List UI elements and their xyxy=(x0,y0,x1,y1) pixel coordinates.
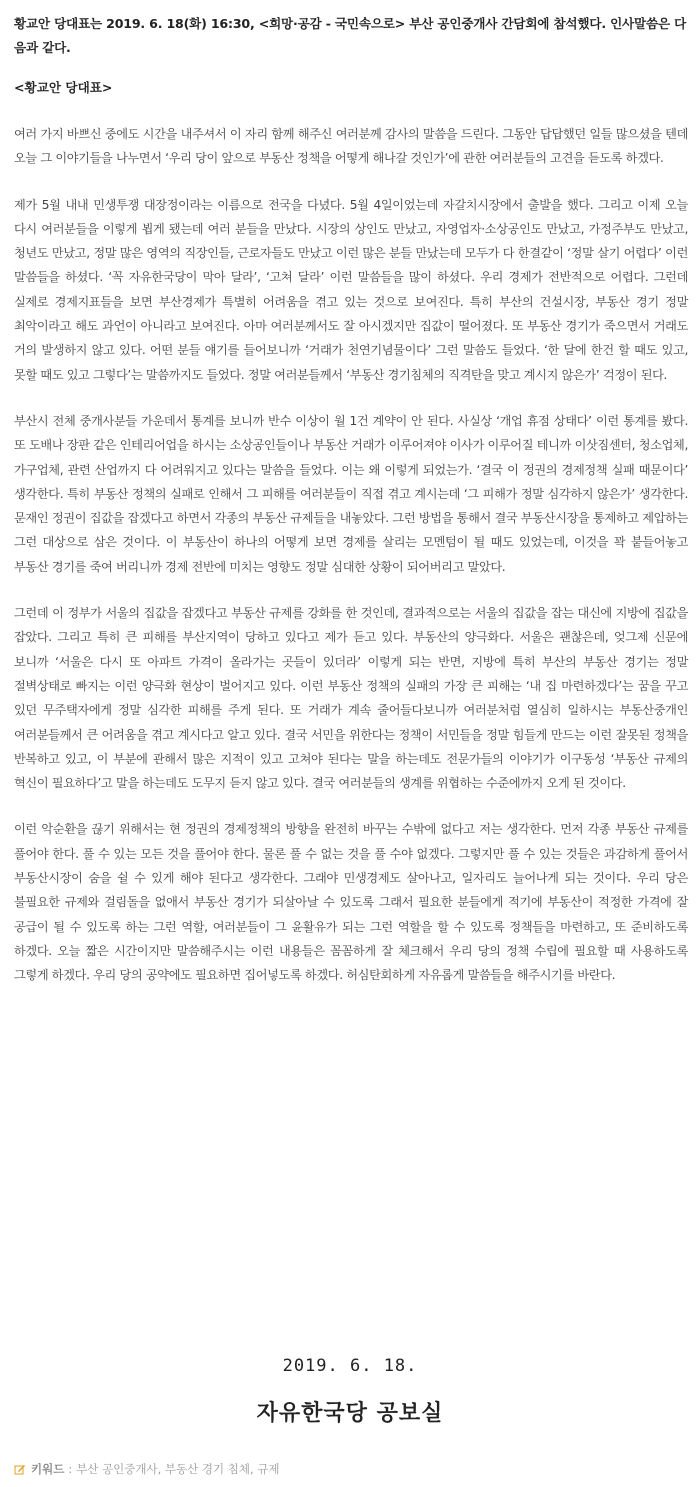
speech-paragraph-2: 제가 5월 내내 민생투쟁 대장정이라는 이름으로 전국을 다녔다. 5월 4일이었는데 자갈치시장에서 출발을 했다. 그리고 이제 오늘 다시 여러분들을 이렇게 뵙게 됐는데 여러 분들을 만났다. 시장의 상인도 만났고, 자영업자·소상공인도 만났고, 가정주부도 만났고, 청년도 만났고, 정말 많은 영역의 직장인들, 근로자들도 만났고 이런 많은 분들 만났는데 모두가 다 한결같이 ‘정말 살기 어렵다’ 이런 말씀들을 하셨다. ‘꼭 자유한국당이 막아 달라’, ‘고쳐 달라’ 이런 말씀들을 많이 하셨다. 우리 경제가 전반적으로 어렵다. 그런데 실제로 경제지표들을 보면 부산경제가 특별히 어려움을 겪고 있는 것으로 보여진다. 특히 부산의 건설시장, 부동산 경기 정말 최악이라고 해도 과언이 아니라고 보여진다. 아마 여러분께서도 잘 아시겠지만 집값이 떨어졌다. 또 부동산 경기가 죽으면서 거래도 거의 발생하지 않고 있다. 어떤 분들 얘기를 들어보니까 ‘거래가 천연기념물이다’ 그런 말씀도 들었다. ‘한 달에 한건 할 때도 있고, 못할 때도 있고 그렇다’는 말씀까지도 들었다. 정말 여러분들께서 ‘부동산 경기침체의 직격탄을 맞고 계시지 않은가’ 걱정이 된다. xyxy=(14,197,688,382)
press-release-body xyxy=(14,12,688,988)
speech-paragraph-5: 이런 악순환을 끊기 위해서는 현 정권의 경제정책의 방향을 완전히 바꾸는 수밖에 없다고 저는 생각한다. 먼저 각종 부동산 규제를 풀어야 한다. 풀 수 있는 모든 것을 풀어야 한다. 물론 풀 수 없는 것을 풀 수야 없겠다. 그렇지만 풀 수 있는 것들은 과감하게 풀어서 부동산시장이 숨을 쉴 수 있게 해야 된다고 생각한다. 그래야 민생경제도 살아나고, 일자리도 늘어나게 되는 것이다. 우리 당은 불필요한 규제와 걸림돌을 없애서 부동산 경기가 되살아날 수 있도록 그래서 필요한 분들에게 적기에 부동산이 적정한 가격에 잘 공급이 될 수 있도록 하는 그런 역할, 여러분들이 그 윤활유가 되는 그런 역할을 할 수 있도록 정책들을 마련하고, 또 준비하도록 하겠다. 오늘 짧은 시간이지만 말씀해주시는 이런 내용들은 꼼꼼하게 잘 체크해서 우리 당의 정책 수립에 필요할 때 사용하도록 그렇게 하겠다. 우리 당의 공약에도 필요하면 집어넣도록 하겠다. 허심탄회하게 자유롭게 말씀들을 해주시기를 바란다. xyxy=(14,822,688,983)
speaker-heading: <황교안 당대표> xyxy=(14,80,113,95)
intro-text: 황교안 당대표는 2019. 6. 18(화) 16:30, <희망·공감 - 국민속으로> 부산 공인중개사 간담회에 참석했다. 인사말씀은 다음과 같다. xyxy=(14,16,687,55)
release-date: 2019. 6. 18. xyxy=(282,1356,418,1376)
keyword-list[interactable]: 부산 공인중개사, 부동산 경기 침체, 규제 xyxy=(76,1462,280,1476)
keyword-separator: : xyxy=(68,1462,73,1476)
keywords-bar xyxy=(14,1461,280,1477)
keyword-label: 키워드 xyxy=(31,1462,65,1476)
organization-name: 자유한국당 공보실 xyxy=(256,1401,444,1426)
pencil-note-icon xyxy=(14,1463,26,1475)
speech-paragraph-3: 부산시 전체 중개사분들 가운데서 통계를 보니까 반수 이상이 월 1건 계약이 안 된다. 사실상 ‘개업 휴점 상태다’ 이런 통계를 봤다. 또 도배나 장판 같은 인테리어업을 하시는 소상공인들이나 부동산 거래가 이루어져야 이사가 이루어질 테니까 이삿짐센터, 청소업체, 가구업체, 관련 산업까지 다 어려워지고 있다는 말씀을 들었다. 이는 왜 이렇게 되었는가. ‘결국 이 정권의 경제정책 실패 때문이다’ 생각한다. 특히 부동산 정책의 실패로 인해서 그 피해를 여러분들이 직접 겪고 계시는데 ‘그 피해가 정말 심각하지 않은가’ 생각한다. 문재인 정권이 집값을 잡겠다고 하면서 각종의 부동산 규제들을 내놓았다. 그런 방법을 통해서 결국 부동산시장을 통제하고 제압하는 그런 대상으로 삼은 것이다. 이 부동산이 하나의 어떻게 보면 경제를 살리는 모멘텀이 될 때도 있었는데, 이것을 꽉 붙들어놓고 부동산 경기를 죽여 버리니까 경제 전반에 미치는 영향도 정말 심대한 상황이 되어버리고 말았다. xyxy=(14,413,688,574)
speech-paragraph-4: 그런데 이 정부가 서울의 집값을 잡겠다고 부동산 규제를 강화를 한 것인데, 결과적으로는 서울의 집값을 잡는 대신에 지방에 집값을 잡았다. 그리고 특히 큰 피해를 부산지역이 당하고 있다고 제가 듣고 있다. 부동산의 양극화다. 서울은 괜찮은데, 엊그제 신문에 보니까 ‘서울은 다시 또 아파트 가격이 올라가는 곳들이 있더라’ 이렇게 되는 반면, 지방에 특히 부산의 부동산 경기는 정말 절벽상태로 빠지는 이런 양극화 현상이 벌어지고 있다. 이런 부동산 정책의 실패의 가장 큰 피해는 ‘내 집 마련하겠다’는 꿈을 꾸고 있던 무주택자에게 정말 심각한 피해를 주게 된다. 또 거래가 계속 줄어들다보니까 여러분처럼 열심히 일하시는 부동산중개인 여러분들께서 큰 어려움을 겪고 계시다고 알고 있다. 결국 서민을 위한다는 정책이 서민들을 정말 힘들게 만드는 이런 잘못된 정책을 반복하고 있고, 이 부분에 관해서 많은 지적이 있고 고쳐야 된다는 말을 하는데도 전문가들의 이야기가 이구동성 ‘부동산 규제의 혁신이 필요하다’고 말을 하는데도 도무지 듣지 않고 있다. 결국 여러분들의 생계를 위협하는 수준에까지 오게 된 것이다. xyxy=(14,606,688,791)
speech-paragraph-1: 여러 가지 바쁘신 중에도 시간을 내주셔서 이 자리 함께 해주신 여러분께 감사의 말씀을 드린다. 그동안 답답했던 일들 많으셨을 텐데 오늘 그 이야기들을 나누면서 ‘우리 당이 앞으로 부동산 정책을 어떻게 해나갈 것인가’에 관한 여러분들의 고견을 듣도록 하겠다. xyxy=(14,127,688,166)
